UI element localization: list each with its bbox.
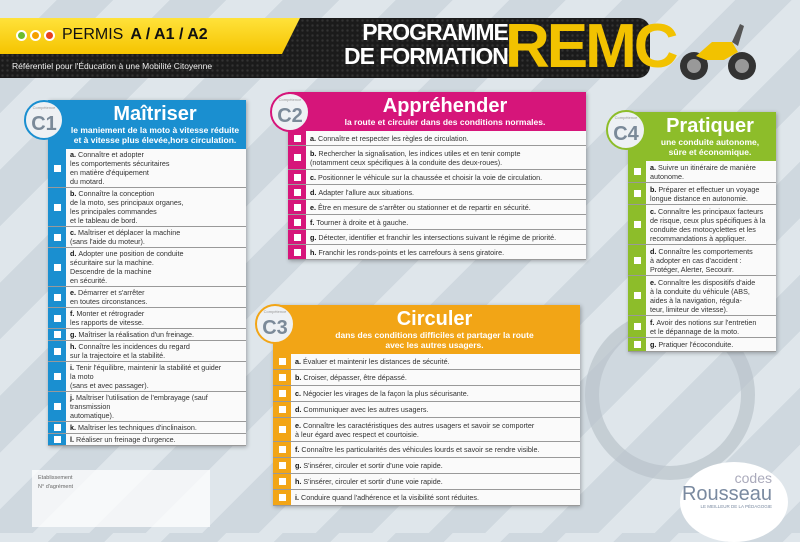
checkbox[interactable] [273,402,291,417]
checkbox[interactable] [273,490,291,505]
checklist [273,354,580,506]
item-label: Adopter une position de conduite sécuritaire sur la machine. Descendre de la machine en sécurité. [70,249,184,285]
item-text [66,392,246,421]
item-letter: l. [70,435,74,444]
competence-c1-card [48,100,246,446]
competence-badge [255,304,295,344]
checkbox-square-icon [279,358,286,365]
checkbox[interactable] [48,248,66,286]
codes-rousseau-logo [680,462,788,542]
item-text [646,338,776,351]
checkbox[interactable] [628,338,646,351]
checkbox[interactable] [48,422,66,433]
agrement-label: N° d'agrément [38,484,74,490]
item-text [66,422,246,433]
item-letter: h. [70,342,77,351]
item-letter: g. [650,340,657,349]
item-label: Positionner le véhicule sur la chaussée et choisir la voie de circulation. [318,172,543,182]
checkbox[interactable] [288,185,306,199]
checkbox-square-icon [634,221,641,228]
item-letter: f. [310,217,315,227]
checkbox-square-icon [294,174,301,181]
card-header [48,100,246,149]
checkbox-square-icon [54,331,61,338]
checkbox-square-icon [634,257,641,264]
checkbox[interactable] [48,392,66,421]
item-text [306,215,586,229]
card-subtitle: dans des conditions difficiles et partager la route avec les autres usagers. [335,330,534,350]
item-text [306,230,586,244]
checkbox-square-icon [54,204,61,211]
checkbox-square-icon [634,190,641,197]
checkbox[interactable] [48,287,66,307]
item-letter: c. [70,228,76,237]
checklist-item [48,392,246,422]
badge-label: C3 [262,317,288,339]
item-label: Rechercher la signalisation, les indices utiles et en tenir compte (notamment ceux spécifiques à la conduite des deux-roues). [310,148,521,167]
item-label: Connaître et respecter les règles de circulation. [318,133,469,143]
logo-tagline: LE MEILLEUR DE LA PÉDAGOGIE [700,504,772,509]
item-letter: e. [310,202,316,212]
checkbox[interactable] [628,205,646,244]
badge-caption: Compétence [263,309,287,314]
checkbox-square-icon [54,315,61,322]
checklist-item [273,370,580,386]
checkbox[interactable] [48,188,66,226]
checkbox-square-icon [279,390,286,397]
checkbox[interactable] [48,308,66,328]
checkbox-square-icon [294,234,301,241]
card-title: Pratiquer [666,115,754,137]
item-label: Tourner à droite et à gauche. [316,217,409,227]
item-text [66,248,246,286]
card-title: Circuler [396,308,473,330]
permis-title [16,26,208,44]
checkbox-square-icon [634,168,641,175]
item-text [306,146,586,169]
item-text [66,188,246,226]
checklist-item [48,341,246,362]
checkbox-square-icon [634,323,641,330]
item-letter: c. [310,172,316,182]
item-letter: g. [70,330,77,339]
checkbox-square-icon [54,165,61,172]
card-subtitle: une conduite autonome, sûre et économique. [660,137,760,157]
checklist-item [273,458,580,474]
badge-caption: Compétence [32,105,56,110]
badge-label: C4 [613,123,639,145]
item-text [646,245,776,275]
item-text [66,227,246,247]
item-letter: e. [295,420,301,430]
checkbox-square-icon [294,135,301,142]
checkbox[interactable] [273,442,291,457]
item-letter: f. [650,317,655,327]
green-light-icon [16,30,27,41]
checkbox[interactable] [48,434,66,445]
item-text [291,354,580,369]
checkbox[interactable] [273,474,291,489]
checkbox-square-icon [279,374,286,381]
checkbox[interactable] [628,161,646,182]
checklist-item [48,422,246,434]
checkbox[interactable] [48,362,66,391]
checkbox[interactable] [48,341,66,361]
checklist [48,149,246,446]
competence-c3-card [273,305,580,506]
badge-label: C1 [31,113,57,135]
item-text [291,402,580,417]
checklist-item [288,170,586,185]
checkbox[interactable] [288,131,306,145]
item-text [66,329,246,340]
red-light-icon [44,30,55,41]
item-letter: b. [295,373,302,382]
item-text [646,161,776,182]
checklist-item [628,338,776,352]
item-letter: a. [310,133,316,143]
item-label: Monter et rétrograder les rapports de vitesse. [70,309,145,327]
checkbox-square-icon [279,426,286,433]
item-label: Suivre un itinéraire de manière autonome. [650,162,756,181]
item-text [66,341,246,361]
card-header [273,305,580,354]
item-label: Franchir les ronds-points et les carrefours à sens giratoire. [318,247,505,257]
item-letter: e. [70,288,76,297]
checkbox-square-icon [294,249,301,256]
checklist-item [288,146,586,170]
item-label: Adapter l'allure aux situations. [318,187,415,197]
item-letter: d. [70,249,77,258]
checklist-item [273,474,580,490]
checklist-item [48,287,246,308]
item-letter: h. [310,247,317,257]
checkbox[interactable] [288,200,306,214]
item-text [291,442,580,457]
checkbox[interactable] [48,227,66,247]
checkbox[interactable] [288,215,306,229]
checklist-item [628,161,776,183]
item-text [306,200,586,214]
checkbox-square-icon [294,154,301,161]
item-letter: g. [310,232,317,242]
card-title: Maîtriser [113,103,197,125]
item-text [291,458,580,473]
card-subtitle: le maniement de la moto à vitesse réduite et à vitesse plus élevée,hors circulation. [70,125,240,145]
checklist-item [273,490,580,506]
checklist-item [288,200,586,215]
checklist-item [273,402,580,418]
checklist-item [48,248,246,287]
permis-categories: A / A1 / A2 [130,26,208,43]
checkbox-square-icon [54,403,61,410]
competence-c4-card [628,112,776,352]
checkbox-square-icon [279,446,286,453]
checkbox-square-icon [54,264,61,271]
item-letter: e. [650,277,656,287]
item-label: S'insérer, circuler et sortir d'une voie rapide. [303,477,443,486]
item-letter: b. [70,189,77,198]
checkbox[interactable] [273,370,291,385]
item-label: Communiquer avec les autres usagers. [303,405,429,414]
item-text [291,418,580,441]
badge-caption: Compétence [614,115,638,120]
item-text [66,287,246,307]
orange-light-icon [30,30,41,41]
competence-badge [24,100,64,140]
item-text [306,245,586,259]
checkbox[interactable] [288,230,306,244]
item-text [646,316,776,337]
checklist-item [628,316,776,338]
permis-label: PERMIS [62,26,124,43]
card-header [628,112,776,161]
item-text [66,362,246,391]
item-label: Tenir l'équilibre, maintenir la stabilité et guider la moto (sans et avec passager). [70,363,222,390]
item-label: Connaître les dispositifs d'aide à la conduite du véhicule (ABS, aides à la navigation, régula- teur, limiteur de vitesse). [650,277,756,314]
checkbox-square-icon [279,494,286,501]
badge-label: C2 [277,105,303,127]
checklist-item [48,308,246,329]
checkbox[interactable] [628,245,646,275]
item-label: Maîtriser et déplacer la machine (sans l'aide du moteur). [70,228,181,246]
item-text [291,370,580,385]
item-label: Connaître et adopter les comportements sécuritaires en matière d'équipement du motard. [70,150,170,186]
item-text [66,149,246,187]
item-label: S'insérer, circuler et sortir d'une voie rapide. [303,461,443,470]
checklist-item [48,362,246,392]
checklist-item [628,183,776,205]
checkbox-square-icon [279,462,286,469]
item-text [291,386,580,401]
checkbox-square-icon [54,348,61,355]
item-text [306,185,586,199]
item-label: Conduire quand l'adhérence et la visibilité sont réduites. [301,493,479,502]
checklist-item [273,386,580,402]
item-letter: a. [650,162,656,172]
item-label: Croiser, dépasser, être dépassé. [303,373,407,382]
item-label: Connaître la conception de la moto, ses principaux organes, les principales commandes et le tableau de bord. [70,189,184,225]
item-letter: g. [295,461,302,470]
checkbox-square-icon [634,341,641,348]
item-letter: b. [650,184,657,194]
checklist-item [628,276,776,316]
competence-badge [606,110,646,150]
checkbox[interactable] [628,276,646,315]
card-subtitle: la route et circuler dans des conditions normales. [344,117,546,127]
item-letter: d. [310,187,317,197]
checkbox[interactable] [288,245,306,259]
checkbox-square-icon [634,292,641,299]
competence-c2-card [288,92,586,260]
item-text [66,434,246,445]
checklist-item [288,215,586,230]
item-text [306,170,586,184]
checkbox[interactable] [288,170,306,184]
item-text [646,276,776,315]
title-line1: PROGRAMME [362,19,508,45]
item-label: Maîtriser l'utilisation de l'embrayage (sauf transmission automatique). [70,393,208,420]
item-letter: d. [295,405,302,414]
item-label: Connaître les particularités des véhicules lourds et savoir se rendre visible. [301,445,540,454]
item-label: Maîtriser les techniques d'inclinaison. [78,423,197,432]
checkbox[interactable] [273,458,291,473]
item-text [291,490,580,505]
item-label: Connaître les principaux facteurs de risque, ceux plus spécifiques à la conduite des motocyclettes et les recommandations à appliquer. [650,206,766,243]
item-letter: h. [295,477,302,486]
checkbox-square-icon [54,294,61,301]
item-label: Réaliser un freinage d'urgence. [76,435,176,444]
checklist-item [48,227,246,248]
checkbox-square-icon [279,478,286,485]
item-label: Détecter, identifier et franchir les intersections suivant le régime de priorité. [318,232,557,242]
item-label: Négocier les virages de la façon la plus sécurisante. [303,389,469,398]
checklist-item [48,188,246,227]
checkbox-square-icon [294,219,301,226]
item-letter: a. [70,150,76,159]
checklist-item [48,434,246,446]
checklist-item [288,245,586,260]
item-text [66,308,246,328]
checklist-item [628,245,776,276]
item-text [306,131,586,145]
badge-caption: Compétence [278,97,302,102]
item-letter: f. [295,445,300,454]
checklist-item [628,205,776,245]
checkbox[interactable] [628,316,646,337]
checkbox-square-icon [279,406,286,413]
item-label: Connaître les incidences du regard sur la trajectoire et la stabilité. [70,342,190,360]
checklist-item [273,442,580,458]
item-letter: c. [295,389,301,398]
checkbox[interactable] [273,354,291,369]
checklist-item [288,185,586,200]
checkbox-square-icon [54,424,61,431]
item-letter: j. [70,393,74,402]
item-label: Connaître les caractéristiques des autres usagers et savoir se comporter à leur égard avec respect et courtoisie. [295,420,535,439]
item-label: Être en mesure de s'arrêter ou stationner et de repartir en sécurité. [318,202,531,212]
item-letter: k. [70,423,76,432]
logo-codes: codes [734,470,772,486]
checkbox[interactable] [628,183,646,204]
program-title [344,20,508,68]
item-label: Pratiquer l'écoconduite. [658,340,734,349]
item-letter: b. [310,148,317,158]
checkbox[interactable] [48,329,66,340]
checkbox-square-icon [54,373,61,380]
item-label: Démarrer et s'arrêter en toutes circonstances. [70,288,148,306]
checklist [288,131,586,260]
checklist-item [273,354,580,370]
checkbox-square-icon [54,436,61,443]
checkbox[interactable] [273,418,291,441]
logo-brand: Rousseau [681,483,772,505]
title-line2: DE FORMATION [344,43,508,69]
checkbox[interactable] [273,386,291,401]
establishment-field[interactable] [32,470,210,527]
item-label: Avoir des notions sur l'entretien et le dépannage de la moto. [650,317,757,336]
item-letter: c. [650,206,656,216]
item-label: Préparer et effectuer un voyage longue distance en autonomie. [650,184,760,203]
checkbox-square-icon [54,234,61,241]
checklist-item [48,329,246,341]
item-text [291,474,580,489]
item-letter: i. [295,493,299,502]
card-header [288,92,586,131]
item-label: Connaître les comportements à adopter en cas d'accident : Protéger, Alerter, Secourir. [650,246,753,274]
checkbox-square-icon [294,204,301,211]
checkbox[interactable] [288,146,306,169]
item-text [646,183,776,204]
motorcycle-icon [678,16,758,84]
item-label: Évaluer et maintenir les distances de sécurité. [303,357,450,366]
checklist-item [273,418,580,442]
checklist-item [288,230,586,245]
item-letter: f. [70,309,75,318]
header-subtitle: Référentiel pour l'Éducation à une Mobilité Citoyenne [12,61,213,71]
checklist [628,161,776,352]
item-label: Maîtriser la réalisation d'un freinage. [78,330,195,339]
checkbox-square-icon [294,189,301,196]
card-title: Appréhender [382,95,508,117]
competence-badge [270,92,310,132]
item-text [646,205,776,244]
item-letter: i. [70,363,74,372]
checkbox[interactable] [48,149,66,187]
checklist-item [48,149,246,188]
etablissement-label: Etablissement [38,475,73,481]
checklist-item [288,131,586,146]
item-letter: a. [295,357,301,366]
item-letter: d. [650,246,657,256]
remc-title: REMC [505,12,676,81]
